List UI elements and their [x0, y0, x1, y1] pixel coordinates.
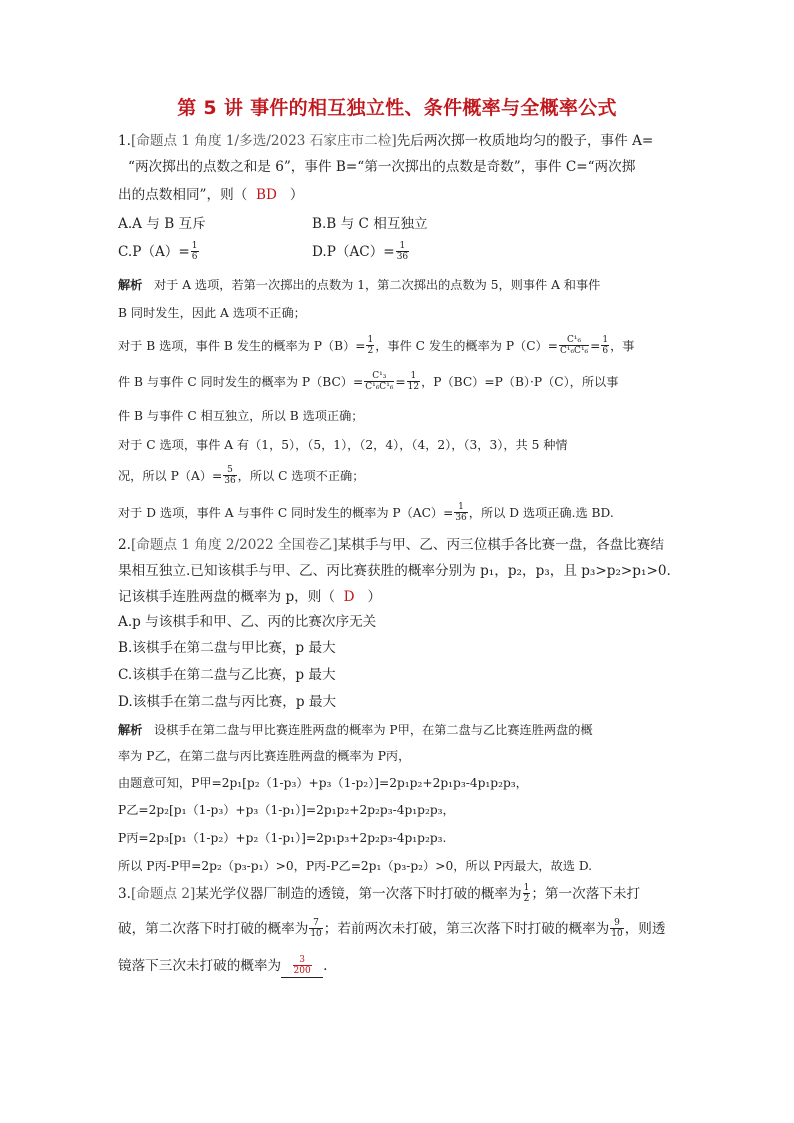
- q2-solution-line-4: P乙=2p₂[p₁（1-p₃）+p₃（1-p₁）]=2p₁p₂+2p₂p₃-4p₁p₂p₃，: [118, 803, 455, 817]
- q3-stem-line-3: 镜落下三次未打破的概率为 $\frac{3}{200}$ .: [118, 955, 328, 976]
- q1-solution-line-3: 对于 B 选项，事件 B 发生的概率为 P（B）= $\frac{1}{2}$ ，事件 C 发生的概率为 P（C）= $\frac{\text{C¹₆}}{\text{C¹₆C¹₆}}$ = $\frac{1}{6}$ ，事: [118, 335, 635, 356]
- q3-stem-line-2: 破，第二次落下时打破的概率为 $\frac{7}{10}$ ；若前两次未打破，第三次落下时打破的概率为 $\frac{9}{10}$ ，则透: [118, 918, 666, 939]
- page-title: 第 5 讲 事件的相互独立性、条件概率与全概率公式: [177, 97, 617, 119]
- q1-option-b: B.B 与 C 相互独立: [312, 216, 428, 232]
- q1-stem-line-2: “两次掷出的点数之和是 6”，事件 B=“第一次掷出的点数是奇数”，事件 C=“两次掷: [128, 159, 636, 175]
- q1-option-a: A.A 与 B 互斥: [118, 216, 206, 232]
- q2-solution-line-5: P丙=2p₃[p₁（1-p₂）+p₂（1-p₁）]=2p₁p₃+2p₂p₃-4p₁p₂p₃.: [118, 831, 447, 845]
- q1-options-row-1: [118, 214, 428, 234]
- q2-stem-text: 某棋手与甲、乙、丙三位棋手各比赛一盘，各盘比赛结: [337, 537, 664, 553]
- q1-stem-text: 先后两次掷一枚质地均匀的骰子，事件 A=: [396, 133, 654, 149]
- q1-tag: [命题点 1 角度 1/多选/2023 石家庄市二检]: [130, 133, 397, 149]
- q1-stem-close: ）: [289, 187, 304, 203]
- q1-stem-line-3: [118, 185, 303, 205]
- q2-solution-line-6: 所以 P丙-P甲=2p₂（p₃-p₁）>0，P丙-P乙=2p₁（p₃-p₂）>0，所以 P丙最大，故选 D.: [118, 859, 593, 873]
- q1-answer: BD: [255, 187, 277, 203]
- q1-option-c: C.P（A）= $\frac{1}{6}$: [118, 241, 198, 262]
- q1-solution-line-7: 况，所以 P（A）= $\frac{5}{36}$ ，所以 C 选项不正确；: [118, 465, 365, 486]
- q1-number: 1.: [118, 133, 131, 149]
- q2-tag: [命题点 1 角度 2/2022 全国卷乙]: [130, 537, 338, 553]
- q1-solution-text: 对于 A 选项，若第一次掷出的点数为 1，第二次掷出的点数为 5，则事件 A 和事件: [154, 278, 601, 292]
- q1-stem-text-3: 出的点数相同”，则（: [118, 187, 248, 203]
- q2-stem-line-1: [118, 535, 664, 555]
- q2-solution-line-2: 率为 P乙，在第二盘与丙比赛连胜两盘的概率为 P丙，: [118, 749, 411, 763]
- q1-solution-line-2: B 同时发生，因此 A 选项不正确；: [118, 306, 306, 320]
- q2-solution-line-1: 解析 设棋手在第二盘与甲比赛连胜两盘的概率为 P甲，在第二盘与乙比赛连胜两盘的概: [118, 723, 593, 737]
- q3-tag: [命题点 2]: [130, 886, 196, 902]
- q2-option-b: B.该棋手在第二盘与甲比赛，p 最大: [118, 640, 336, 656]
- q2-answer: D: [343, 589, 355, 605]
- q3-answer-blank: [281, 956, 323, 978]
- q3-stem-line-1: 3.[命题点 2]某光学仪器厂制造的透镜，第一次落下时打破的概率为 $\frac{1}{2}$ ；第一次落下未打: [118, 883, 641, 904]
- q3-answer: $\frac{3}{200}$: [293, 955, 311, 976]
- q1-solution-line-4: 件 B 与事件 C 同时发生的概率为 P（BC）= $\frac{\text{C¹₃}}{\text{C¹₆C¹₆}}$ = $\frac{1}{12}$ ，P（BC）=P（B）·P（C），所以事: [118, 371, 619, 392]
- q1-solution-line-8: 对于 D 选项，事件 A 与事件 C 同时发生的概率为 P（AC）= $\frac{1}{36}$ ，所以 D 选项正确.选 BD.: [118, 502, 614, 523]
- q2-option-d: D.该棋手在第二盘与丙比赛，p 最大: [118, 694, 337, 710]
- q1-solution-line-6: 对于 C 选项，事件 A 有（1，5），（5，1），（2，4），（4，2），（3，3），共 5 种情: [118, 438, 568, 452]
- q1-solution-label: 解析: [118, 278, 143, 292]
- q2-stem-line-3: 记该棋手连胜两盘的概率为 p，则（ D ）: [118, 589, 382, 605]
- q1-options-row-2: [118, 242, 410, 263]
- q3-number: 3.: [118, 886, 131, 902]
- q1-solution-line-5: 件 B 与事件 C 相互独立，所以 B 选项正确；: [118, 409, 364, 423]
- q2-option-a: A.p 与该棋手和甲、乙、丙的比赛次序无关: [118, 614, 377, 630]
- q2-solution-line-3: 由题意可知，P甲=2p₁[p₂（1-p₃）+p₃（1-p₂）]=2p₁p₂+2p₁p₃-4p₁p₂p₃，: [118, 776, 528, 790]
- q2-stem-line-2: 果相互独立.已知该棋手与甲、乙、丙比赛获胜的概率分别为 p₁，p₂，p₃，且 p₃>p₂>p₁>0.: [118, 563, 671, 579]
- q2-option-c: C.该棋手在第二盘与乙比赛，p 最大: [118, 667, 336, 683]
- q2-solution-label: 解析: [118, 723, 143, 737]
- q2-number: 2.: [118, 537, 131, 553]
- q1-solution-line-1: [118, 275, 600, 295]
- q1-stem-line-1: [118, 131, 653, 151]
- q1-option-d: D.P（AC）= $\frac{1}{36}$: [312, 241, 409, 262]
